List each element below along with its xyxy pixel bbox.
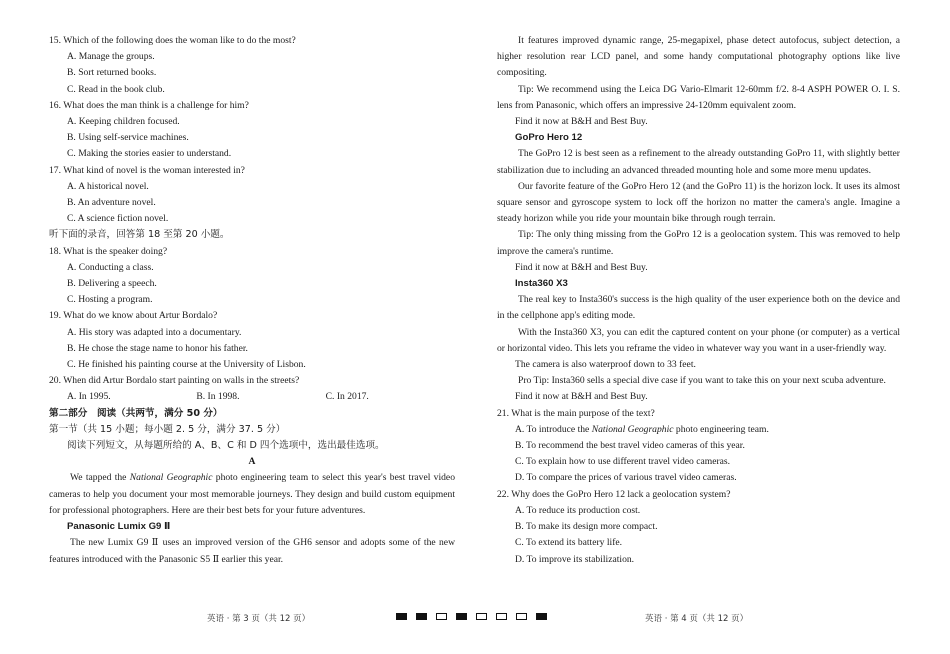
question-16: 16. What does the man think is a challenge for him? [49,99,249,111]
left-column [49,33,455,568]
option-22c: C. To extend its battery life. [515,537,623,549]
registration-mark-empty [476,613,487,620]
option-20b: B. In 1998. [196,391,240,403]
option-18a: A. Conducting a class. [67,261,154,273]
option-22b: B. To make its design more compact. [515,521,658,533]
camera-1-paragraph-2: It features improved dynamic range, 25-megapixel, phase detect autofocus, subject detection, a higher resolution rear LCD panel, and some handy computational photography options like live compositing. [497,35,900,79]
camera-2-tip: Tip: The only thing missing from the GoPro 12 is a geolocation system. This was removed to help improve the camera's runtime. [497,229,900,257]
camera-2-title: GoPro Hero 12 [515,132,583,144]
camera-3-tip: Pro Tip: Insta360 sells a special dive case if you want to take this on your next scuba adventure. [518,375,886,387]
camera-2-paragraph-2: Our favorite feature of the GoPro Hero 12 (and the GoPro 11) is the horizon lock. It uses its almost square sensor and gyroscope system to lock off the horizon no matter the camera's angle. Imagine a steady horizon while you ride your mountain bike through rough terrain. [497,180,900,225]
question-19: 19. What do we know about Artur Bordalo? [49,310,218,322]
option-18b: B. Delivering a speech. [67,278,157,290]
page-registration-marks [396,613,547,620]
option-15c: C. Read in the book club. [67,83,165,95]
page-footer-left: 英语 · 第 3 页（共 12 页） [207,614,311,624]
option-22a: A. To reduce its production cost. [515,504,641,516]
camera-1-paragraph-1: The new Lumix G9 Ⅱ uses an improved version of the GH6 sensor and adopts some of the new features introduced with the Panasonic S5 Ⅱ earlier this year. [49,537,455,565]
registration-mark-filled [536,613,547,620]
registration-mark-empty [496,613,507,620]
option-19b: B. He chose the stage name to honor his father. [67,342,248,354]
right-column [497,33,900,568]
camera-1-title: Panasonic Lumix G9 Ⅱ [67,521,171,533]
question-22: 22. Why does the GoPro Hero 12 lack a geolocation system? [497,488,731,500]
registration-mark-filled [396,613,407,620]
reading-instruction: 阅读下列短文，从每题所给的 A、B、C 和 D 四个选项中，选出最佳选项。 [67,440,385,452]
option-21a: A. To introduce the National Geographic photo engineering team. [515,423,769,435]
option-20a: A. In 1995. [67,391,111,403]
camera-1-find: Find it now at B&H and Best Buy. [515,116,648,128]
option-21d: D. To compare the prices of various travel video cameras. [515,472,737,484]
option-17a: A. A historical novel. [67,180,149,192]
part-two-heading: 第二部分 阅读（共两节，满分 50 分） [49,407,223,419]
camera-3-paragraph-2: With the Insta360 X3, you can edit the captured content on your phone (or computer) as a vertical or horizontal video. This lets you reframe the video in whatever way you want in a user-friendly way. [497,326,900,354]
camera-1-tip: Tip: We recommend using the Leica DG Vario-Elmarit 12-60mm f/2. 8-4 ASPH POWER O. I. S. lens from Panasonic, which offers an impressive 24-120mm equivalent zoom. [497,83,900,111]
option-18c: C. Hosting a program. [67,294,153,306]
registration-mark-empty [516,613,527,620]
camera-3-paragraph-3: The camera is also waterproof down to 33 feet. [515,359,696,371]
option-17b: B. An adventure novel. [67,197,156,209]
registration-mark-filled [416,613,427,620]
question-15: 15. Which of the following does the woman like to do the most? [49,35,296,46]
question-17: 17. What kind of novel is the woman interested in? [49,164,245,176]
question-18: 18. What is the speaker doing? [49,245,168,257]
camera-3-title: Insta360 X3 [515,278,568,290]
camera-2-paragraph-1: The GoPro 12 is best seen as a refinement to the already outstanding GoPro 11, with slightly better stabilization due to including an advanced threaded mounting hole and some more menu updates. [497,148,900,176]
option-15a: A. Manage the groups. [67,51,155,63]
registration-mark-empty [436,613,447,620]
option-16c: C. Making the stories easier to understand. [67,148,232,160]
option-16b: B. Using self-service machines. [67,132,189,144]
option-20c: C. In 2017. [325,391,369,403]
page-footer-right: 英语 · 第 4 页（共 12 页） [645,614,749,624]
option-21c: C. To explain how to use different travel video cameras. [515,456,731,468]
option-21b: B. To recommend the best travel video cameras of this year. [515,440,745,452]
passage-intro: We tapped the National Geographic photo engineering team to select this year's best travel video cameras to help you document your most memorable journeys. They design and build custom equipment for professional photographers. Here are their best bets for your future adventures. [49,472,455,516]
option-15b: B. Sort returned books. [67,67,157,79]
camera-3-paragraph-1: The real key to Insta360's success is the high quality of the user experience both on the device and in the cellphone app's editing mode. [497,294,900,322]
magazine-name: National Geographic [129,472,213,484]
question-21: 21. What is the main purpose of the text? [497,407,655,419]
camera-3-find: Find it now at B&H and Best Buy. [515,391,648,403]
option-16a: A. Keeping children focused. [67,116,180,128]
camera-2-find: Find it now at B&H and Best Buy. [515,261,648,273]
section-one-heading: 第一节（共 15 小题；每小题 2. 5 分，满分 37. 5 分） [49,423,286,435]
option-19a: A. His story was adapted into a documentary. [67,326,242,338]
passage-label: A [248,456,256,468]
listening-instruction: 听下面的录音，回答第 18 至第 20 小题。 [49,229,230,241]
registration-mark-filled [456,613,467,620]
option-17c: C. A science fiction novel. [67,213,169,225]
question-20: 20. When did Artur Bordalo start painting on walls in the streets? [49,375,300,387]
option-22d: D. To improve its stabilization. [515,553,635,565]
option-19c: C. He finished his painting course at the University of Lisbon. [67,359,306,371]
options-20 [49,389,455,405]
